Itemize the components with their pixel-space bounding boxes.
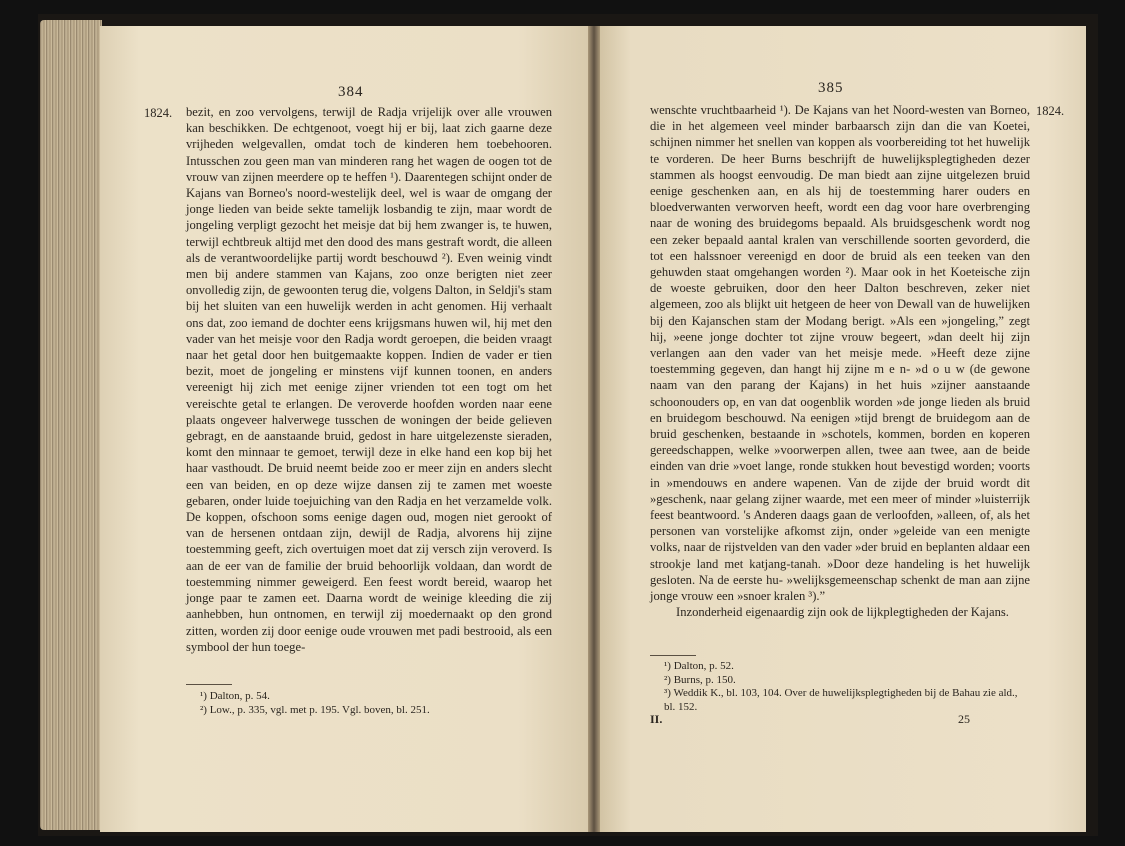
right-paragraph: Inzonderheid eigenaardig zijn ook de lijkplegtigheden der Kajans. (676, 605, 1009, 620)
footnote: ¹) Dalton, p. 54. (200, 690, 270, 702)
right-margin-year: 1824. (1036, 104, 1065, 118)
right-body-text (650, 102, 1030, 621)
footnote: ¹) Dalton, p. 52. (664, 660, 734, 672)
right-footnote-rule (650, 655, 696, 656)
left-page-number: 384 (338, 84, 364, 100)
sheet-number: 25 (958, 712, 970, 726)
footnote: ²) Low., p. 335, vgl. met p. 195. Vgl. boven, bl. 251. (200, 703, 430, 716)
signature-mark: II. (650, 712, 663, 726)
left-footnote-rule (186, 684, 232, 685)
left-paragraph: bezit, en zoo vervolgens, terwijl de Radja vrijelijk over alle vrouwen kan beschikken. De echtgenoot, voegt hij er bij, laat zich gaarne deze vrijheden welgevallen, omdat toch de kinderen hem toebehooren. Intusschen zou geen man van minderen rang het wagen de oogen tot de vrouw van zijnen meerdere op te heffen ¹). Daarentegen schijnt onder de Kajans van Borneo's noord-westelijk deel, wel is waar de omgang der jonge lieden van beide sekte tamelijk losbandig te zijn, maar wordt de jongeling verpligt gezocht het meisje dat bij hem zwanger is, te huwen, terwijl echtbreuk altijd met den dood des mans gestraft wordt, die alleen als de verantwoordelijke partij wordt beschouwd ²). Even weinig vindt men bij andere stammen van Kajans, zoo onze berigten niet zeer onvolledig zijn, de gewoonten terug die, volgens Dalton, in Seldji's stam bij het sluiten van een huwelijk werden in acht genomen. Hij verhaalt ons dat, zoo iemand de dochter eens krijgsmans huwen wil, hij met den vader van het meisje voor den Radja wordt geroepen, die beiden vraagt naar het getal door hen buitgemaakte koppen. Indien de vader er tien bezit, moet de jongeling er minstens vijf kunnen toonen, en anders vereenigt hij zich met eenige zijner vrienden tot een togt om het vereischte getal te erlangen. De veroverde hoofden worden naar eene plaats ongeveer halverwege tusschen de woningen der beide gelieven gebragt, en de aanstaande bruid, gedost in hare uitgelezenste sieraden, komt den minnaar te gemoet, terwijl deze in elke hand een kop bij het haar vasthoudt. De bruid neemt beide zoo er meer zijn en anders slecht een van beiden, en op deze wijze dansen zij te zamen met woeste gebaren, onder luide toejuiching van den Radja en het verzamelde volk. De koppen, ofschoon soms eenige dagen oud, mogen niet gerookt of van de hersenen ontdaan zijn, dewijl de Radja, alvorens hij zijne toestemming geeft, zich overtuigen moet dat zij versch zijn veroverd. Is aan de eer van de familie der bruid behoorlijk voldaan, dan wordt de toestemming nimmer geweigerd. Een feest wordt bereid, waarop het jonge paar te zamen eet. Daarna wordt de weinige kleeding die zij aanhebben, hun ontnomen, en terwijl zij moedernaakt op den grond zitten, worden zij door eenige oude vrouwen met padi bestrooid, als een symbool der hun toege- (186, 105, 552, 654)
left-margin-year: 1824. (144, 106, 173, 120)
right-paragraph: wenschte vruchtbaarheid ¹). De Kajans van het Noord-westen van Borneo, die in het algemeen veel minder barbaarsch zijn dan die van Koetei, schijnen nimmer het snellen van koppen als voorbereiding tot het huwelijk te vorderen. De heer Burns beschrijft de huwelijksplegtigheden dezer stammen als hoogst eenvoudig. De man biedt aan zijne uitgelezen bruid eenige geschenken aan, en als hij de toestemming harer ouders en bloedverwanten verworven heeft, wordt een dag voor hare overbrenging naar de woning des bruidegoms bepaald. Als bruidsgeschenk wordt nog een zeker bepaald aantal kralen van verschillende soorten gevorderd, die tot een halssnoer vereenigd en door de bruid als een teeken van den gehuwden staat omgehangen worden ²). Maar ook in het Koeteische zijn de woeste gebruiken, door den heer Dalton beschreven, zeker niet algemeen, zoo als blijkt uit hetgeen de heer von Dewall van de huwelijken bij den Kajanschen stam der Modang berigt. »Als een »jongeling,” zegt hij, »eene jonge dochter tot zijne vrouw begeert, »dan deelt hij zijn verlangen aan den vader van het meisje mede. »Heeft deze zijne toestemming gegeven, dan hangt hij zijne m e n- »d o u w (de gewone naam van den parang der Kajans) in het huis »zijner aanstaande schoonouders op, en van dat oogenblik worden »de jonge lieden als bruid en bruidegom beschouwd. Na eenigen »tijd brengt de bruidegom aan de bruid geschenken, bestaande in »schotels, kommen, borden en koperen gereedschappen, welke »voorwerpen allen, twee aan twee, aan de beide einden van drie »voet lange, ronde stukken hout bevestigd worden; voorts in »mendouws en andere wapenen. Van de zijde der bruid wordt dit »geschenk, naar gelang zijner waarde, met een meer of minder »luisterrijk feest beantwoord. 's Anderen daags gaan de verloofden, »alleen, of, als het personen van vorstelijke afkomst zijn, onder »geleide van een menigte volks, naar de rijstvelden van den vader »der bruid en beplanten aldaar een strookje land met katjang-tanah. »Door deze handeling is het huwelijk gesloten. Na de eerste hu- »welijksgemeenschap schenkt de man aan zijne jonge vrouw een »snoer kralen ³).” (650, 103, 1030, 604)
left-footnotes (186, 690, 546, 717)
right-footnotes (650, 660, 1024, 714)
right-page-number: 385 (818, 80, 844, 96)
book-gutter (588, 26, 600, 832)
footnote: ²) Burns, p. 150. (664, 673, 736, 686)
left-body-text (186, 104, 552, 655)
footnote: ³) Weddik K., bl. 103, 104. Over de huwelijksplegtigheden bij de Bahau zie ald., bl. 152. (664, 687, 1018, 713)
page-edges (40, 20, 102, 830)
